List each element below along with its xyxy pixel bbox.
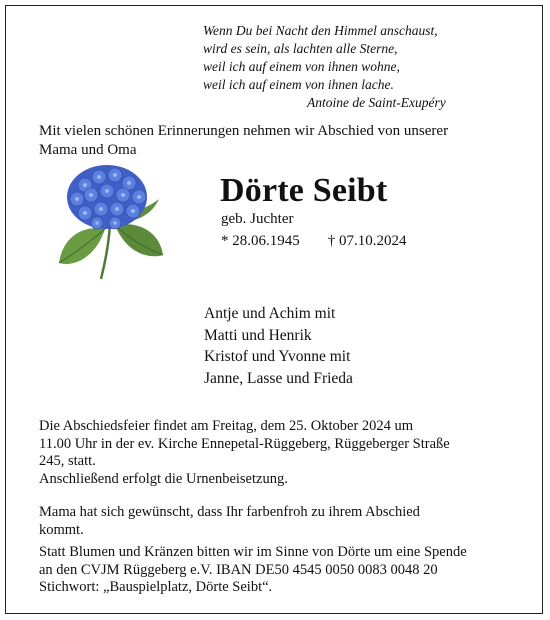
family-list bbox=[204, 303, 353, 389]
donation-line: Stichwort: „Bauspielplatz, Dörte Seibt“. bbox=[39, 579, 273, 595]
life-dates bbox=[221, 233, 407, 250]
ceremony-line: Anschließend erfolgt die Urnenbeisetzung. bbox=[39, 470, 288, 487]
family-line: Kristof und Yvonne mit bbox=[204, 348, 351, 365]
wish-line: kommt. bbox=[39, 521, 84, 538]
wish-paragraph bbox=[39, 504, 519, 539]
ceremony-line: Die Abschiedsfeier findet am Freitag, dem 25. Oktober 2024 um bbox=[39, 418, 414, 434]
ceremony-line: 11.00 Uhr in der ev. Kirche Ennepetal-Rüggeberg, Rüggeberger Straße bbox=[39, 435, 450, 452]
intro-line: Mama und Oma bbox=[39, 142, 137, 158]
birth-name: geb. Juchter bbox=[221, 211, 294, 227]
family-line: Antje und Achim mit bbox=[204, 305, 336, 322]
poem-line: Wenn Du bei Nacht den Himmel anschaust, bbox=[203, 23, 438, 38]
poem-line: wird es sein, als lachten alle Sterne, bbox=[203, 41, 398, 56]
ceremony-line: 245, statt. bbox=[39, 453, 96, 469]
intro-text bbox=[39, 122, 519, 160]
donation-paragraph bbox=[39, 544, 519, 597]
birth-date: * 28.06.1945 bbox=[221, 233, 300, 249]
family-line: Matti und Henrik bbox=[204, 326, 312, 344]
intro-line: Mit vielen schönen Erinnerungen nehmen wir Abschied von unserer bbox=[39, 123, 449, 139]
donation-line: an den CVJM Rüggeberg e.V. IBAN DE50 4545 0050 0083 0048 20 bbox=[39, 561, 438, 578]
deceased-name: Dörte Seibt bbox=[220, 172, 388, 209]
poem-line: weil ich auf einem von ihnen wohne, bbox=[203, 59, 400, 74]
poem bbox=[203, 22, 503, 112]
family-line: Janne, Lasse und Frieda bbox=[204, 369, 353, 387]
hydrangea-icon bbox=[55, 163, 167, 281]
death-date: † 07.10.2024 bbox=[327, 233, 407, 249]
wish-line: Mama hat sich gewünscht, dass Ihr farbenfroh zu ihrem Abschied bbox=[39, 504, 420, 520]
poem-line: weil ich auf einem von ihnen lache. bbox=[203, 77, 394, 92]
ceremony-paragraph bbox=[39, 418, 519, 488]
poem-author: Antoine de Saint-Exupéry bbox=[307, 95, 446, 110]
donation-line: Statt Blumen und Kränzen bitten wir im Sinne von Dörte um eine Spende bbox=[39, 544, 467, 560]
